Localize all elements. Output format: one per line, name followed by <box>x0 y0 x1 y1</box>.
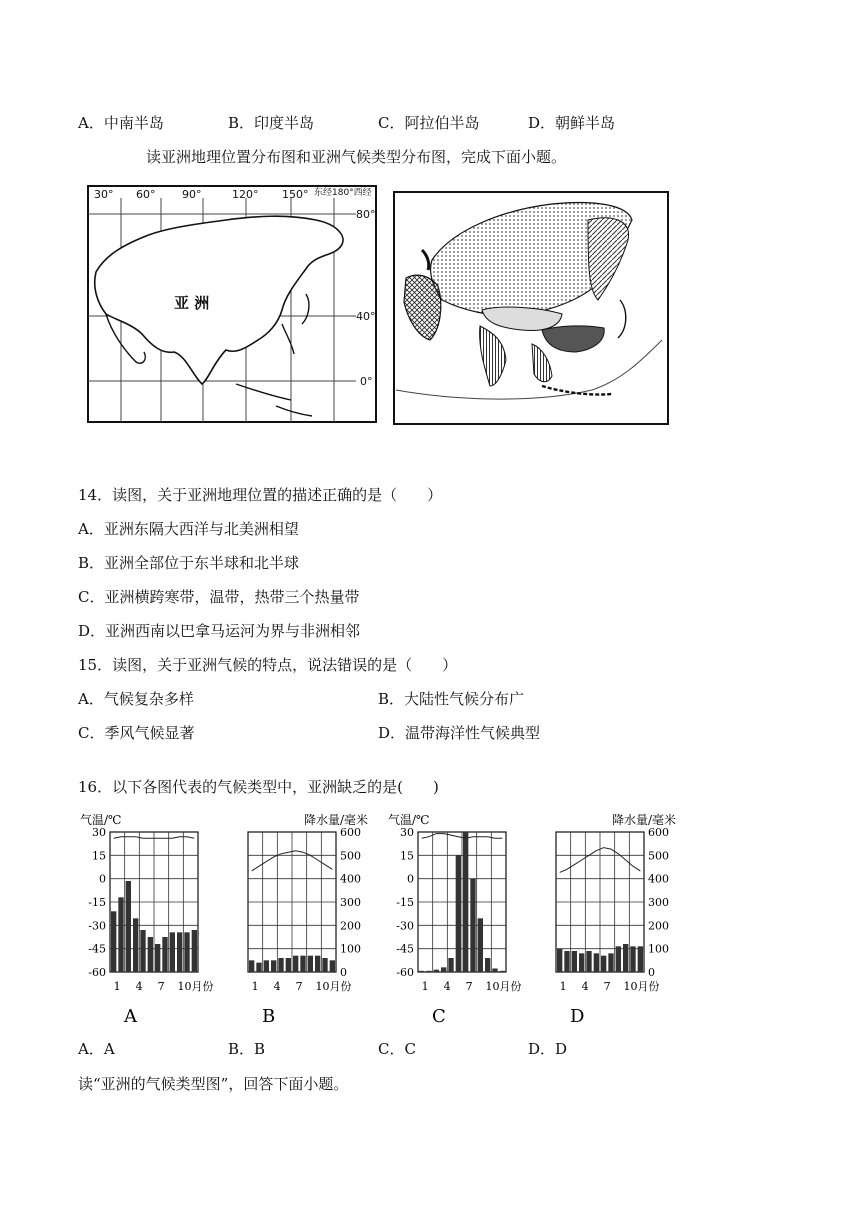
asia-location-map <box>86 184 380 426</box>
left-tick-label: 0 <box>99 872 106 886</box>
q15-stem: 15．读图，关于亚洲气候的特点，说法错误的是（ ） <box>78 656 458 674</box>
q15-option-b: B．大陆性气候分布广 <box>378 690 525 708</box>
precip-bar <box>140 930 145 972</box>
precip-bar <box>264 960 269 972</box>
precip-bar <box>322 958 327 972</box>
right-tick-label: 0 <box>340 966 347 979</box>
x-tick-label: 1 <box>559 980 567 993</box>
precip-bar <box>170 932 175 972</box>
x-tick-label: 4 <box>135 980 143 993</box>
q13-option-b: B．印度半岛 <box>228 114 315 132</box>
q15-option-a: A．气候复杂多样 <box>78 690 194 708</box>
precip-bar <box>579 953 584 972</box>
left-tick-label: -60 <box>88 966 106 979</box>
precip-bar <box>623 944 628 972</box>
q16-option-c: C．C <box>378 1040 416 1058</box>
precip-bar <box>118 897 123 972</box>
precip-bar <box>463 832 468 972</box>
precip-bar <box>293 956 298 972</box>
x-tick-label: 10月份 <box>315 980 352 993</box>
right-tick-label: 600 <box>340 826 361 839</box>
precip-bar <box>177 932 182 972</box>
map-label-150: 150° <box>282 188 309 201</box>
precip-bar <box>456 855 461 972</box>
x-tick-label: 1 <box>251 980 259 993</box>
map-label-90: 90° <box>182 188 202 201</box>
right-axis-label: 降水量/毫米 <box>304 813 369 827</box>
left-tick-label: -60 <box>396 966 414 979</box>
x-tick-label: 7 <box>157 980 165 993</box>
precip-bar <box>286 958 291 972</box>
precip-bar <box>278 958 283 972</box>
left-tick-label: -30 <box>88 919 106 933</box>
precip-bar <box>184 932 189 972</box>
precip-bar <box>616 946 621 972</box>
q13-option-c: C．阿拉伯半岛 <box>378 114 480 132</box>
map-region-label: 亚 洲 <box>174 294 210 312</box>
right-tick-label: 600 <box>648 826 669 839</box>
precip-bar <box>478 918 483 972</box>
q13-option-d: D．朝鲜半岛 <box>528 114 616 132</box>
precip-bar <box>315 956 320 972</box>
left-tick-label: 30 <box>92 826 106 839</box>
precip-bar <box>271 960 276 972</box>
map-label-40: 40° <box>356 310 376 323</box>
x-tick-label: 1 <box>113 980 121 993</box>
right-tick-label: 400 <box>648 872 669 886</box>
x-tick-label: 10月份 <box>177 980 214 993</box>
precip-bar <box>300 956 305 972</box>
q15-option-d: D．温带海洋性气候典型 <box>378 724 541 742</box>
q13-option-a: A．中南半岛 <box>78 114 164 132</box>
q15-option-c: C．季风气候显著 <box>78 724 195 742</box>
precip-bar <box>470 879 475 972</box>
right-tick-label: 200 <box>340 919 361 933</box>
x-tick-label: 7 <box>295 980 303 993</box>
climate-charts <box>80 806 720 1032</box>
right-axis-label: 降水量/毫米 <box>612 813 677 827</box>
left-tick-label: 30 <box>400 826 414 839</box>
left-axis-label: 气温/℃ <box>80 813 122 827</box>
chart-letter: D <box>570 1006 585 1027</box>
precip-bar <box>492 969 497 973</box>
x-tick-label: 1 <box>421 980 429 993</box>
precip-bar <box>572 951 577 972</box>
left-axis-label: 气温/℃ <box>388 813 430 827</box>
map-label-180: 东经180°西经 <box>314 188 372 198</box>
right-tick-label: 500 <box>340 849 361 863</box>
chart-letter: B <box>262 1006 276 1027</box>
map-label-60: 60° <box>136 188 156 201</box>
precip-bar <box>434 970 439 972</box>
q14-option-c: C．亚洲横跨寒带，温带，热带三个热量带 <box>78 588 360 606</box>
right-tick-label: 300 <box>340 896 361 909</box>
map-label-80: 80° <box>356 208 376 221</box>
left-tick-label: -15 <box>88 896 106 909</box>
left-tick-label: -30 <box>396 919 414 933</box>
q16-option-b: B．B <box>228 1040 266 1058</box>
precip-bar <box>500 971 505 972</box>
q14-option-a: A．亚洲东隔大西洋与北美洲相望 <box>78 520 299 538</box>
precip-bar <box>441 967 446 972</box>
right-tick-label: 100 <box>340 942 361 956</box>
precip-bar <box>630 946 635 972</box>
right-tick-label: 300 <box>648 896 669 909</box>
x-tick-label: 7 <box>603 980 611 993</box>
precip-bar <box>330 960 335 972</box>
x-tick-label: 4 <box>273 980 281 993</box>
precip-bar <box>638 946 643 972</box>
left-tick-label: -45 <box>88 942 106 956</box>
map-label-120: 120° <box>232 188 259 201</box>
precip-bar <box>162 937 167 972</box>
asia-climate-map <box>392 190 670 426</box>
precip-bar <box>133 918 138 972</box>
left-tick-label: -15 <box>396 896 414 909</box>
final-instruction: 读“亚洲的气候类型图”，回答下面小题。 <box>78 1075 349 1093</box>
precip-bar <box>111 911 116 972</box>
precip-bar <box>594 953 599 972</box>
precip-bar <box>148 937 153 972</box>
precip-bar <box>485 958 490 972</box>
precip-bar <box>308 956 313 972</box>
precip-bar <box>608 953 613 972</box>
left-tick-label: 15 <box>92 849 106 863</box>
q16-option-a: A．A <box>78 1040 115 1058</box>
q14-option-d: D．亚洲西南以巴拿马运河为界与非洲相邻 <box>78 622 361 640</box>
precip-bar <box>586 951 591 972</box>
precip-bar <box>126 881 131 972</box>
map-label-30: 30° <box>94 188 114 201</box>
right-tick-label: 400 <box>340 872 361 886</box>
maps-intro-text: 读亚洲地理位置分布图和亚洲气候类型分布图，完成下面小题。 <box>146 148 567 166</box>
precip-bar <box>256 963 261 972</box>
precip-bar <box>448 958 453 972</box>
precip-bar <box>192 930 197 972</box>
x-tick-label: 4 <box>581 980 589 993</box>
map-label-0: 0° <box>360 375 373 388</box>
right-tick-label: 100 <box>648 942 669 956</box>
left-tick-label: -45 <box>396 942 414 956</box>
x-tick-label: 10月份 <box>485 980 522 993</box>
q16-option-d: D．D <box>528 1040 568 1058</box>
q14-stem: 14．读图，关于亚洲地理位置的描述正确的是（ ） <box>78 486 443 504</box>
q16-stem: 16．以下各图代表的气候类型中，亚洲缺乏的是( ) <box>78 778 439 796</box>
left-tick-label: 0 <box>407 872 414 886</box>
precip-bar <box>249 960 254 972</box>
x-tick-label: 7 <box>465 980 473 993</box>
precip-bar <box>155 944 160 972</box>
precip-bar <box>419 971 424 972</box>
precip-bar <box>557 949 562 972</box>
q14-option-b: B．亚洲全部位于东半球和北半球 <box>78 554 300 572</box>
right-tick-label: 500 <box>648 849 669 863</box>
precip-bar <box>601 956 606 972</box>
right-tick-label: 0 <box>648 966 655 979</box>
x-tick-label: 4 <box>443 980 451 993</box>
chart-letter: A <box>124 1006 137 1027</box>
chart-letter: C <box>432 1006 446 1027</box>
precip-bar <box>564 951 569 972</box>
precip-bar <box>426 971 431 972</box>
left-tick-label: 15 <box>400 849 414 863</box>
right-tick-label: 200 <box>648 919 669 933</box>
x-tick-label: 10月份 <box>623 980 660 993</box>
